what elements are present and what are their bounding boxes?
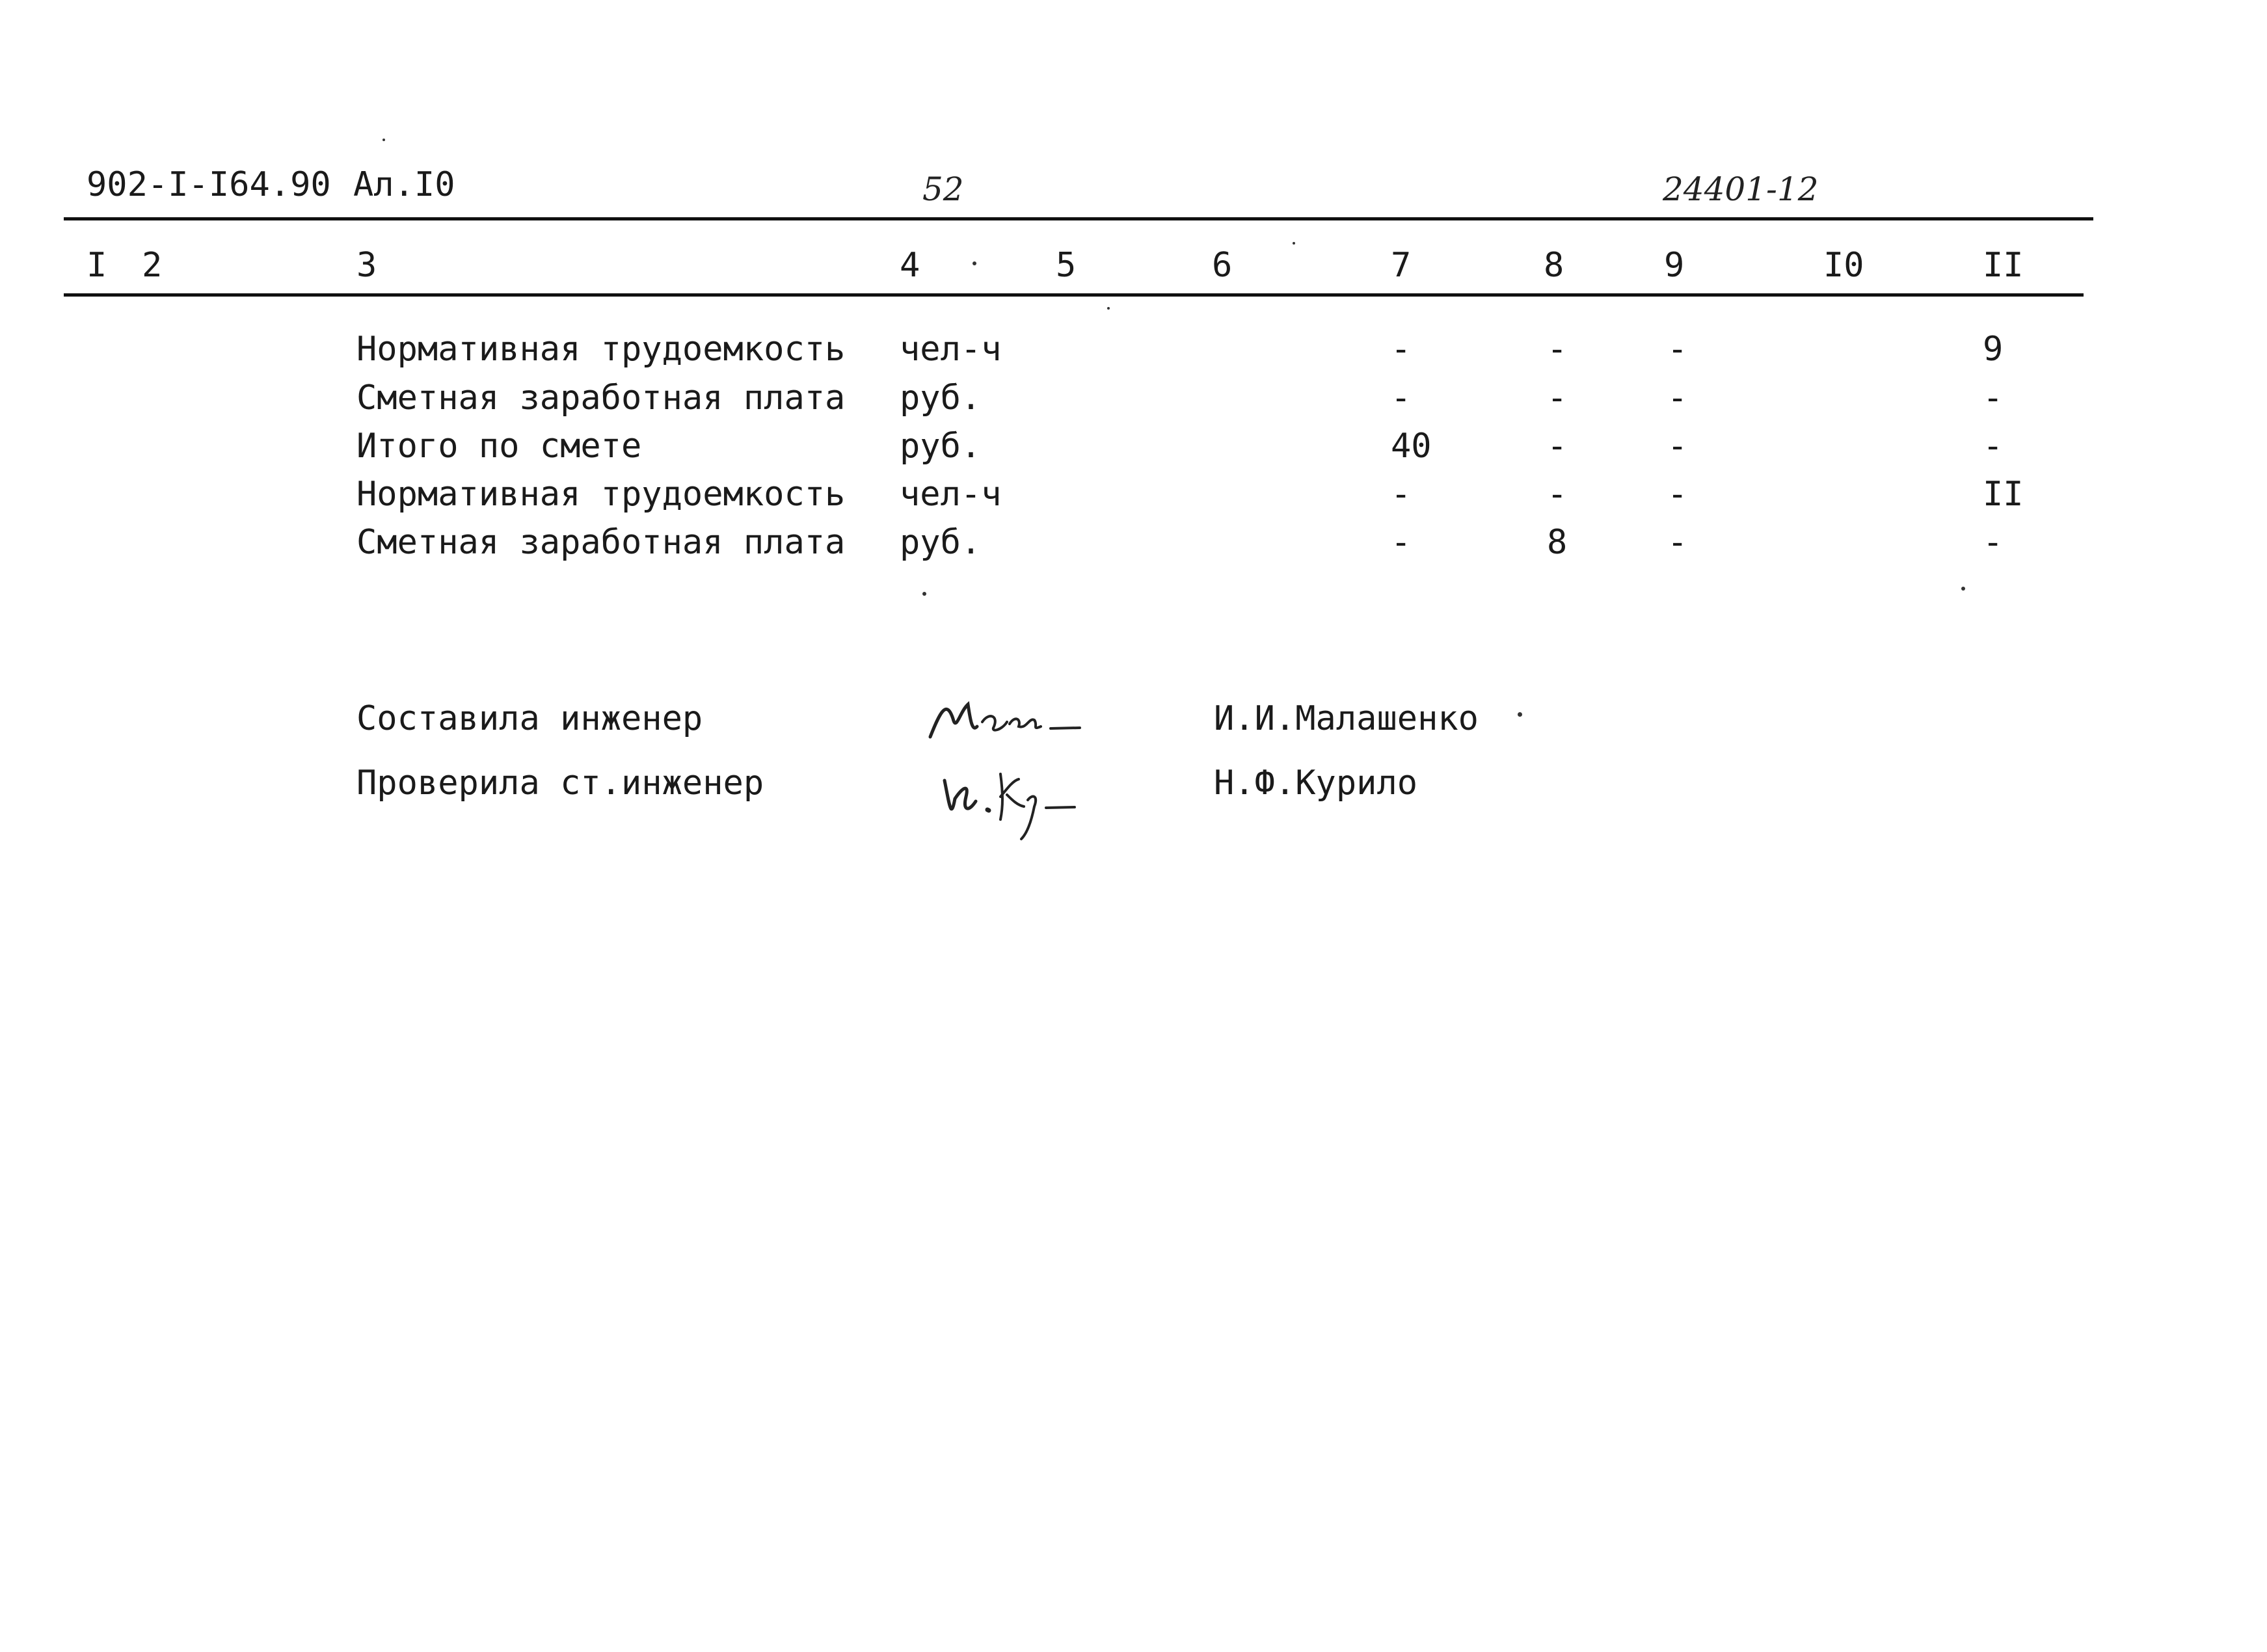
row-col9: - [1667, 475, 1688, 514]
row-col11: - [1983, 523, 2004, 562]
row-col11: - [1983, 427, 2004, 466]
row-col7: - [1391, 475, 1412, 514]
signer-name: И.И.Малашенко [1214, 699, 1479, 738]
row-unit: руб. [900, 523, 982, 562]
column-header: 7 [1391, 246, 1412, 285]
row-col8: 8 [1547, 523, 1568, 562]
signer-name: Н.Ф.Курило [1214, 764, 1418, 803]
row-col7: - [1391, 379, 1412, 418]
row-col9: - [1667, 379, 1688, 418]
column-header: 2 [142, 246, 163, 285]
signer-role: Составила инженер [356, 699, 703, 738]
header-rule-bottom [64, 293, 2084, 297]
column-header: I [87, 246, 107, 285]
row-col9: - [1667, 330, 1688, 369]
scan-speck [382, 139, 385, 141]
row-col11: 9 [1983, 330, 2004, 369]
scan-speck [1293, 242, 1295, 245]
column-header: 6 [1212, 246, 1233, 285]
column-header: 4 [900, 246, 920, 285]
row-col9: - [1667, 427, 1688, 466]
row-col11: - [1983, 379, 2004, 418]
row-name: Нормативная трудоемкость [356, 475, 846, 514]
header-rule-top [64, 217, 2093, 220]
column-header: 5 [1056, 246, 1077, 285]
row-unit: руб. [900, 379, 982, 418]
row-col7: - [1391, 523, 1412, 562]
column-header: II [1983, 246, 2024, 285]
row-col11: II [1983, 475, 2024, 514]
column-header: 3 [356, 246, 377, 285]
scan-speck [973, 261, 976, 265]
row-unit: чел-ч [900, 330, 1002, 369]
column-header: 9 [1664, 246, 1685, 285]
scan-speck [922, 592, 926, 596]
handwritten-signature-2 [930, 748, 1093, 846]
page-number: 52 [922, 170, 964, 208]
row-name: Сметная заработная плата [356, 379, 846, 418]
row-name: Итого по смете [356, 427, 642, 466]
row-col7: 40 [1391, 427, 1432, 466]
row-col7: - [1391, 330, 1412, 369]
inventory-number: 24401-12 [1663, 170, 1819, 208]
sheet-label: Ал.I0 [353, 165, 455, 204]
column-header: I0 [1823, 246, 1864, 285]
row-col8: - [1547, 330, 1568, 369]
row-unit: руб. [900, 427, 982, 466]
column-header: 8 [1544, 246, 1564, 285]
row-col8: - [1547, 475, 1568, 514]
scan-speck [1961, 587, 1965, 591]
handwritten-signature-1 [917, 686, 1093, 758]
row-unit: чел-ч [900, 475, 1002, 514]
row-name: Нормативная трудоемкость [356, 330, 846, 369]
row-col8: - [1547, 427, 1568, 466]
signer-role: Проверила ст.инженер [356, 764, 764, 803]
document-code: 902-I-I64.90 [87, 165, 331, 204]
scan-speck [1107, 307, 1110, 310]
scan-speck [1518, 712, 1522, 717]
row-col8: - [1547, 379, 1568, 418]
row-name: Сметная заработная плата [356, 523, 846, 562]
row-col9: - [1667, 523, 1688, 562]
